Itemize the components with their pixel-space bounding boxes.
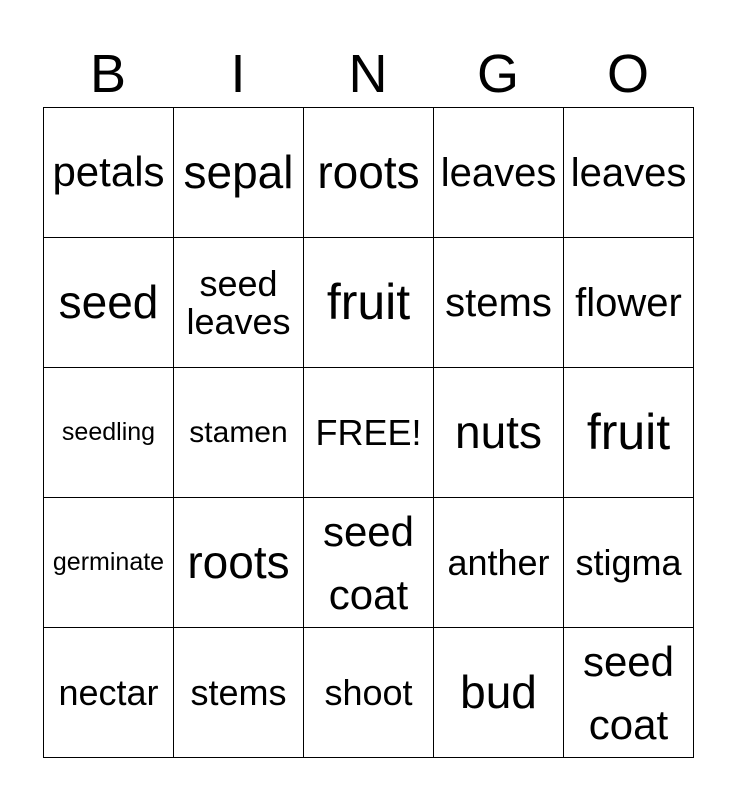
bingo-cell: fruit <box>564 368 694 498</box>
bingo-cell: nectar <box>44 628 174 758</box>
bingo-board <box>43 107 694 758</box>
bingo-cell: seed coat <box>304 498 434 628</box>
bingo-header <box>43 40 693 108</box>
bingo-cell: germinate <box>44 498 174 628</box>
bingo-cell: nuts <box>434 368 564 498</box>
bingo-cell: bud <box>434 628 564 758</box>
bingo-cell: seed coat <box>564 628 694 758</box>
bingo-cell: roots <box>174 498 304 628</box>
free-space: FREE! <box>304 368 434 498</box>
bingo-cell: fruit <box>304 238 434 368</box>
bingo-cell: stems <box>174 628 304 758</box>
header-letter-g: G <box>476 44 519 104</box>
bingo-cell: seed leaves <box>174 238 304 368</box>
bingo-cell: flower <box>564 238 694 368</box>
bingo-cell: petals <box>44 108 174 238</box>
bingo-cell: anther <box>434 498 564 628</box>
bingo-cell: seed <box>44 238 174 368</box>
header-letter-n: N <box>348 44 388 104</box>
bingo-cell: seedling <box>44 368 174 498</box>
bingo-cell: leaves <box>564 108 694 238</box>
bingo-cell: leaves <box>434 108 564 238</box>
bingo-cell: stamen <box>174 368 304 498</box>
bingo-cell: roots <box>304 108 434 238</box>
header-letter-o: O <box>606 44 649 104</box>
header-letter-i: I <box>230 44 246 104</box>
header-letter-b: B <box>89 44 127 104</box>
bingo-cell: sepal <box>174 108 304 238</box>
bingo-cell: stems <box>434 238 564 368</box>
bingo-cell: stigma <box>564 498 694 628</box>
bingo-cell: shoot <box>304 628 434 758</box>
